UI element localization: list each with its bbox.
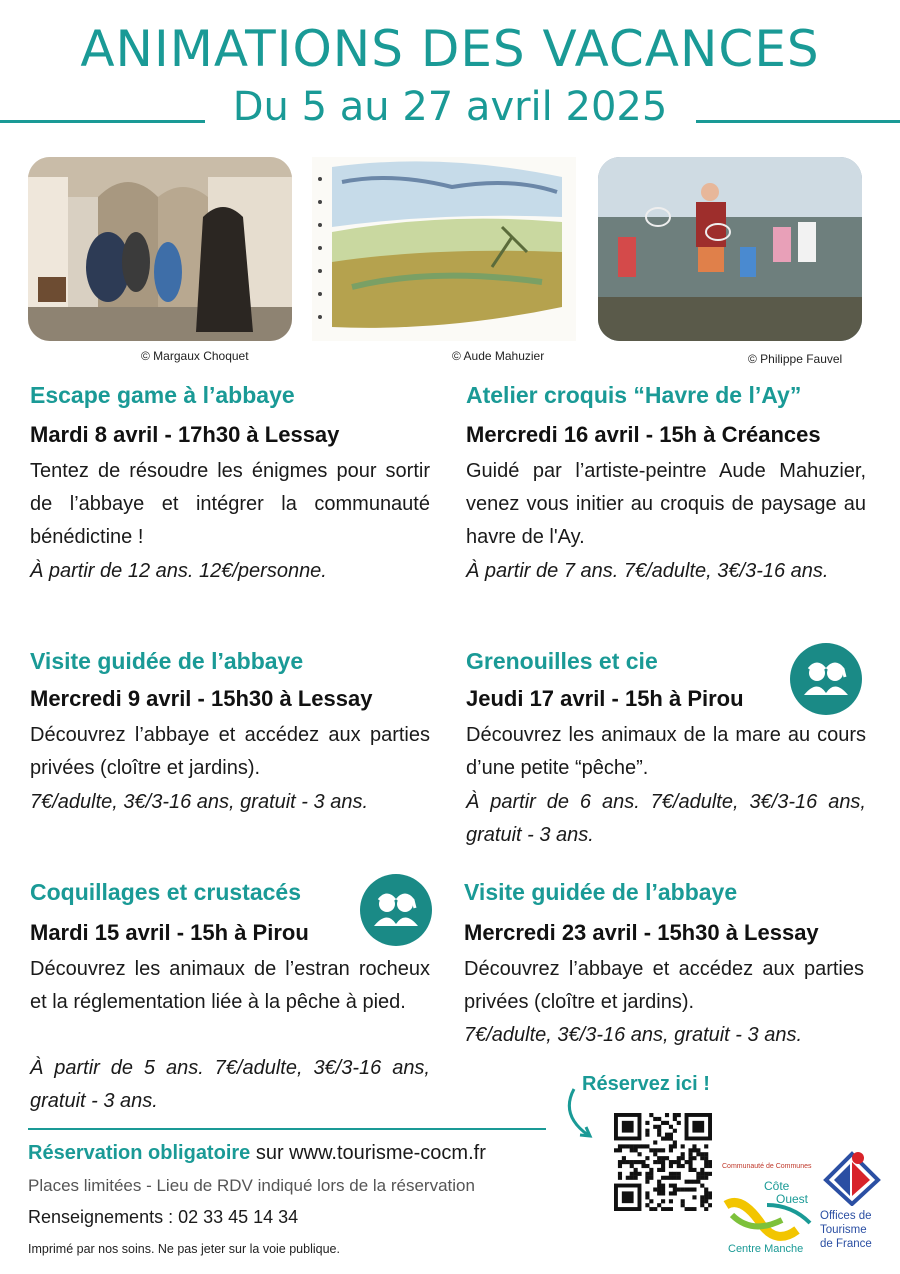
ot-line3: de France — [820, 1238, 872, 1250]
event-description: Découvrez l’abbaye et accédez aux parties privées (cloître et jardins). — [30, 724, 430, 779]
cc-line2: Ouest — [776, 1192, 809, 1206]
event-price: À partir de 7 ans. 7€/adulte, 3€/3-16 ans. — [466, 560, 829, 582]
event-date: Mardi 8 avril - 17h30 à Lessay — [30, 422, 340, 447]
cc-cote-ouest-logo — [722, 1163, 814, 1259]
event-price: À partir de 5 ans. 7€/adulte, 3€/3-16 ans, gratuit - 3 ans. — [30, 1057, 430, 1112]
event-title: Visite guidée de l’abbaye — [30, 648, 304, 674]
book-here-label: Réservez ici ! — [582, 1073, 710, 1095]
event-description: Découvrez l’abbaye et accédez aux parties privées (cloître et jardins). — [464, 958, 864, 1013]
event-price: À partir de 6 ans. 7€/adulte, 3€/3-16 ans, gratuit - 3 ans. — [466, 791, 866, 846]
photo-credit-2: © Aude Mahuzier — [452, 349, 545, 363]
curved-arrow-icon — [560, 1085, 612, 1145]
header-rule-left — [0, 120, 205, 123]
ot-line2: Tourisme — [820, 1224, 867, 1236]
children-icon — [360, 874, 432, 946]
print-notice: Imprimé par nos soins. Ne pas jeter sur la voie publique. — [28, 1242, 340, 1256]
photo-abbey-escape — [28, 157, 292, 341]
photo-credit-1: © Margaux Choquet — [141, 349, 249, 363]
event-description: Découvrez les animaux de la mare au cours d’une petite “pêche”. — [466, 724, 866, 779]
cc-line3: Centre Manche — [728, 1243, 804, 1255]
reservation-line — [28, 1142, 486, 1165]
photo-sketch-havre — [312, 157, 576, 341]
event-title: Coquillages et crustacés — [30, 879, 301, 905]
qr-code[interactable] — [614, 1113, 712, 1211]
event-description: Guidé par l’artiste-peintre Aude Mahuzier, venez vous initier au croquis de paysage au havre de l'Ay. — [466, 460, 866, 548]
event-price: 7€/adulte, 3€/3-16 ans, gratuit - 3 ans. — [464, 1024, 802, 1046]
event-title: Grenouilles et cie — [466, 648, 658, 674]
page-subtitle: Du 5 au 27 avril 2025 — [232, 84, 668, 130]
footer-rule — [28, 1128, 546, 1130]
event-date: Jeudi 17 avril - 15h à Pirou — [466, 686, 744, 711]
places-info: Places limitées - Lieu de RDV indiqué lors de la réservation — [28, 1176, 475, 1195]
children-icon — [790, 643, 862, 715]
event-title: Escape game à l’abbaye — [30, 382, 295, 408]
event-price: À partir de 12 ans. 12€/personne. — [30, 560, 327, 582]
event-description: Tentez de résoudre les énigmes pour sortir de l’abbaye et intégrer la communauté bénédictine ! — [30, 460, 430, 548]
photo-shore-kids — [598, 157, 862, 341]
event-title: Visite guidée de l’abbaye — [464, 879, 738, 905]
ot-line1: Offices de — [820, 1210, 872, 1222]
event-date: Mardi 15 avril - 15h à Pirou — [30, 920, 309, 945]
page-title: ANIMATIONS DES VACANCES — [80, 20, 820, 78]
cc-small-label: Communauté de Communes — [722, 1163, 812, 1170]
reservation-required: Réservation obligatoire — [28, 1142, 251, 1164]
reservation-website[interactable]: sur www.tourisme-cocm.fr — [250, 1142, 486, 1164]
event-date: Mercredi 9 avril - 15h30 à Lessay — [30, 686, 373, 711]
event-description: Découvrez les animaux de l’estran rocheux et la réglementation liée à la pêche à pied. — [30, 958, 430, 1013]
event-title: Atelier croquis “Havre de l’Ay” — [466, 382, 802, 408]
header-rule-right — [696, 120, 900, 123]
event-price: 7€/adulte, 3€/3-16 ans, gratuit - 3 ans. — [30, 791, 368, 813]
offices-tourisme-logo — [818, 1150, 888, 1260]
event-date: Mercredi 16 avril - 15h à Créances — [466, 422, 821, 447]
event-date: Mercredi 23 avril - 15h30 à Lessay — [464, 920, 819, 945]
contact-phone: Renseignements : 02 33 45 14 34 — [28, 1207, 299, 1227]
photo-credit-3: © Philippe Fauvel — [748, 352, 843, 366]
cc-line1: Côte — [764, 1179, 790, 1193]
